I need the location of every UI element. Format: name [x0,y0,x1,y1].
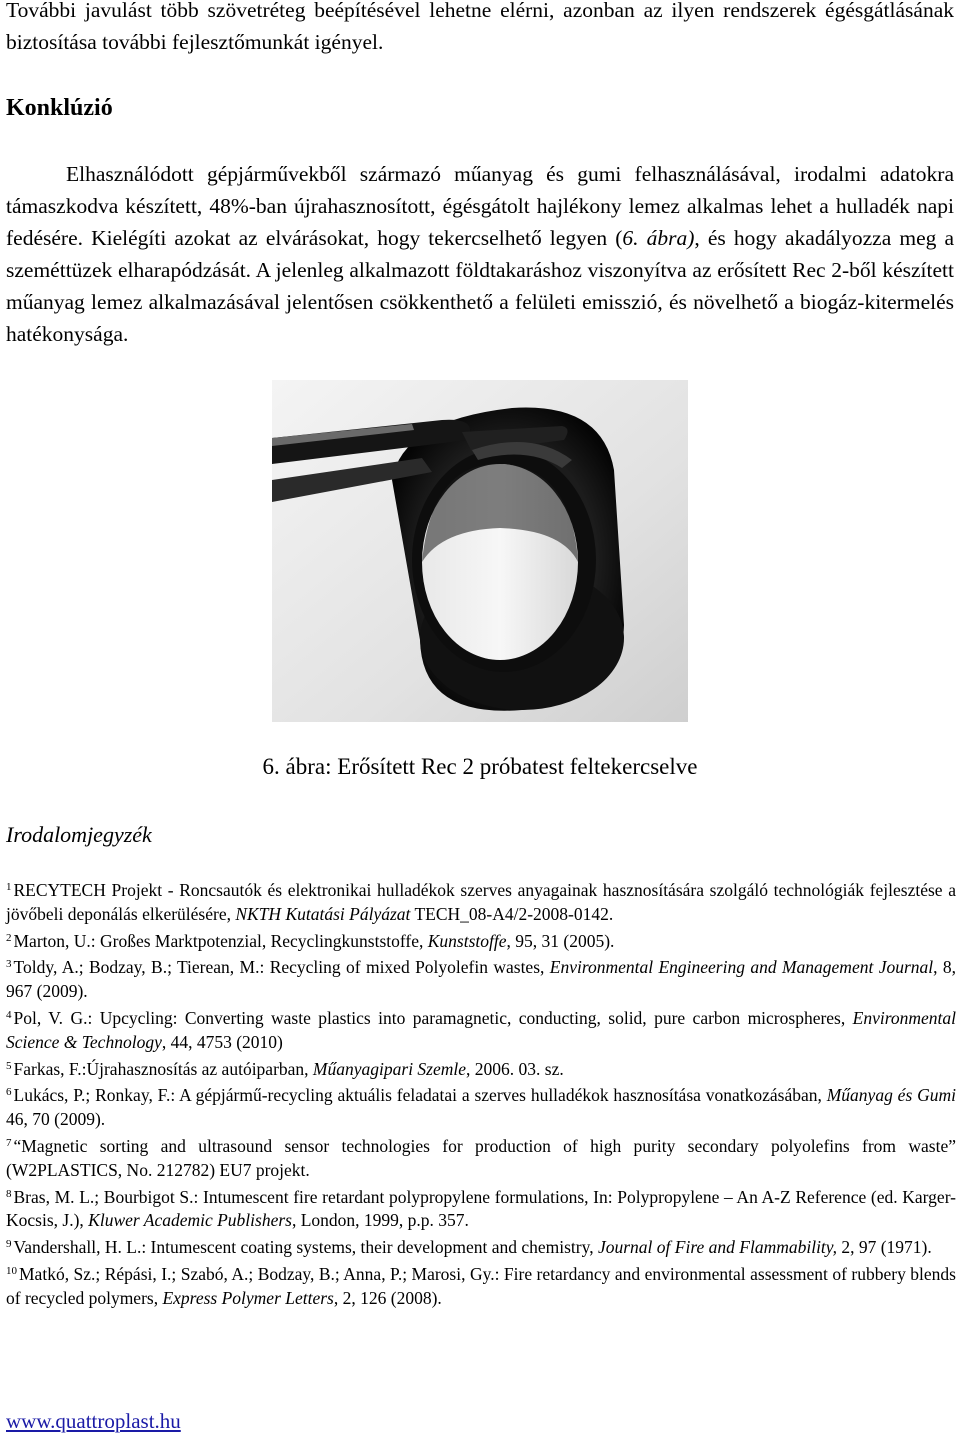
figure-reference: 6. ábra) [622,226,695,250]
reference-item: $^6$ Lukács, P.; Ronkay, F.: A gépjármű-recycling aktuális feladatai a szerves hulladékok hasznosítása vonatkozásában, Műanyag és Gumi 46, 70 (2009). [6,1085,956,1130]
reference-item: $^{10}$ Matkó, Sz.; Répási, I.; Szabó, A.; Bodzay, B.; Anna, P.; Marosi, Gy.: Fire retardancy and environmental assessment of rubbery blends of recycled polymers, Express Polymer Letters, 2, 126 (2008). [6,1263,956,1308]
conclusion-paragraph [6,158,954,350]
reference-item: $^9$ Vandershall, H. L.: Intumescent coating systems, their development and chemistry, Journal of Fire and Flammability, 2, 97 (1971). [6,1237,932,1258]
section-heading: Konklúzió [6,95,113,121]
figure-caption: 6. ábra: Erősített Rec 2 próbatest feltekercselve [262,754,698,779]
footer-website-link[interactable]: www.quattroplast.hu [6,1409,181,1433]
reference-item: $^8$ Bras, M. L.; Bourbigot S.: Intumescent fire retardant polypropylene formulations, In: Polypropylene – An A-Z Reference (ed. Karger-Kocsis, J.), Kluwer Academic Publishers, London, 1999, p.p. 357. [6,1186,956,1231]
reference-list [6,876,956,1311]
reference-item: $^3$ Toldy, A.; Bodzay, B.; Tierean, M.: Recycling of mixed Polyolefin wastes, Environmental Engineering and Management Journal, 8, 967 (2009). [6,957,957,1002]
reference-item: $^5$ Farkas, F.:Újrahasznosítás az autóiparban, Műanyagipari Szemle, 2006. 03. sz. [6,1058,564,1079]
reference-item: $^2$ Marton, U.: Großes Marktpotenzial, Recyclingkunststoffe, Kunststoffe, 95, 31 (2005). [6,930,615,951]
references-title: Irodalomjegyzék [6,822,152,847]
conclusion-text-1: Elhasználódott gépjárművekből származó műanyag és gumi felhasználásával, irodalmi adatokra támaszkodva készített, 48%-ban újrahasznosított, égésgátolt hajlékony lemez alkalmas lehet a hulladék napi fedésére. Kielégíti azokat az elvárásokat, hogy tekercselhető legyen ( [6,162,954,250]
conclusion-text-2: , és hogy akadályozza meg a szeméttüzek elharapódzását. A jelenleg alkalmazott földtakaráshoz viszonyítva az erősített Rec 2-ből készített műanyag lemez alkalmazásával jelentősen csökkenthető a felületi emisszió, és növelhető a biogáz-kitermelés hatékonysága. [6,226,955,346]
reference-item: $^1$ RECYTECH Projekt - Roncsautók és elektronikai hulladékok szerves anyagainak hasznosítására szolgáló technológiák fejlesztése a jövőbeli deponálás elkerülésére, NKTH Kutatási Pályázat TECH_08-A4/2-2008-0142. [6,880,956,924]
intro-paragraph: További javulást több szövetréteg beépítésével lehetne elérni, azonban az ilyen rendszerek égésgátlásának biztosítása további fejlesztőmunkát igényel. [6,0,954,54]
reference-item: $^4$ Pol, V. G.: Upcycling: Converting waste plastics into paramagnetic, conducting, solid, pure carbon microspheres, Environmental Science & Technology, 44, 4753 (2010) [6,1007,956,1052]
figure-photo [272,380,688,722]
reference-item: $^7$ “Magnetic sorting and ultrasound sensor technologies for production of high purity secondary polyolefins from waste” (W2PLASTICS, No. 212782) EU7 projekt. [6,1135,956,1180]
